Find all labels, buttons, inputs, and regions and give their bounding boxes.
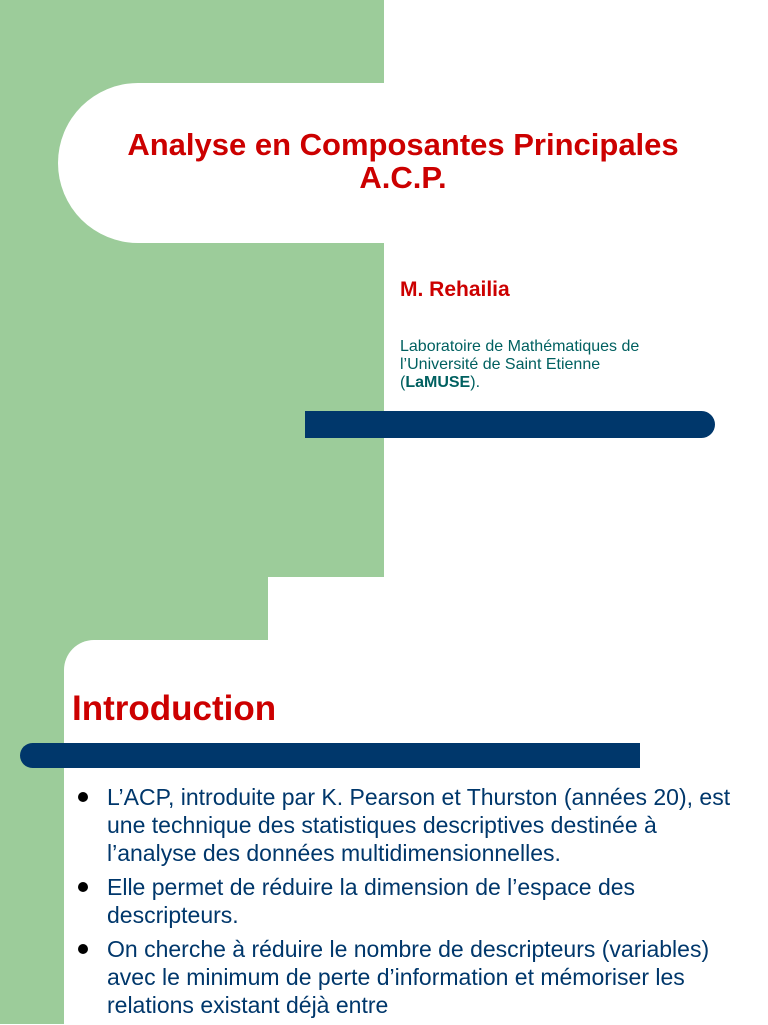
- affiliation-open-paren: (: [400, 374, 406, 391]
- affiliation-line-1: Laboratoire de Mathématiques de: [400, 338, 640, 355]
- bullet-item: [78, 783, 738, 867]
- slide2-title: Introduction: [72, 689, 277, 728]
- bullet-dot-icon: [78, 882, 88, 892]
- affiliation-line-2: l’Université de Saint Etienne: [400, 356, 601, 373]
- bullet-dot-icon: [78, 792, 88, 802]
- bullet-text: L’ACP, introduite par K. Pearson et Thurston (années 20), est une technique des statistiques descriptives destinée à l’analyse des données multidimensionnelles.: [107, 784, 731, 866]
- title-line-1: Analyse en Composantes Principales: [127, 127, 679, 162]
- slide1-title: [58, 128, 748, 194]
- bullet-list: [78, 783, 738, 1025]
- bullet-dot-icon: [78, 944, 88, 954]
- author-name: M. Rehailia: [400, 278, 510, 301]
- slide2-divider-bar: [20, 743, 640, 768]
- affiliation: [400, 338, 730, 392]
- bullet-text: Elle permet de réduire la dimension de l’espace des descripteurs.: [107, 874, 636, 928]
- bullet-text: On cherche à réduire le nombre de descripteurs (variables) avec le minimum de perte d’information et mémoriser les relations existant déjà entre: [107, 936, 710, 1018]
- bullet-item: [78, 935, 738, 1019]
- bullet-item: [78, 873, 738, 929]
- affiliation-close-paren: ).: [470, 374, 481, 391]
- slide1-divider-bar: [305, 411, 715, 438]
- title-line-2: A.C.P.: [359, 160, 447, 195]
- affiliation-line-3: [400, 374, 730, 392]
- affiliation-acronym: LaMUSE: [405, 374, 471, 391]
